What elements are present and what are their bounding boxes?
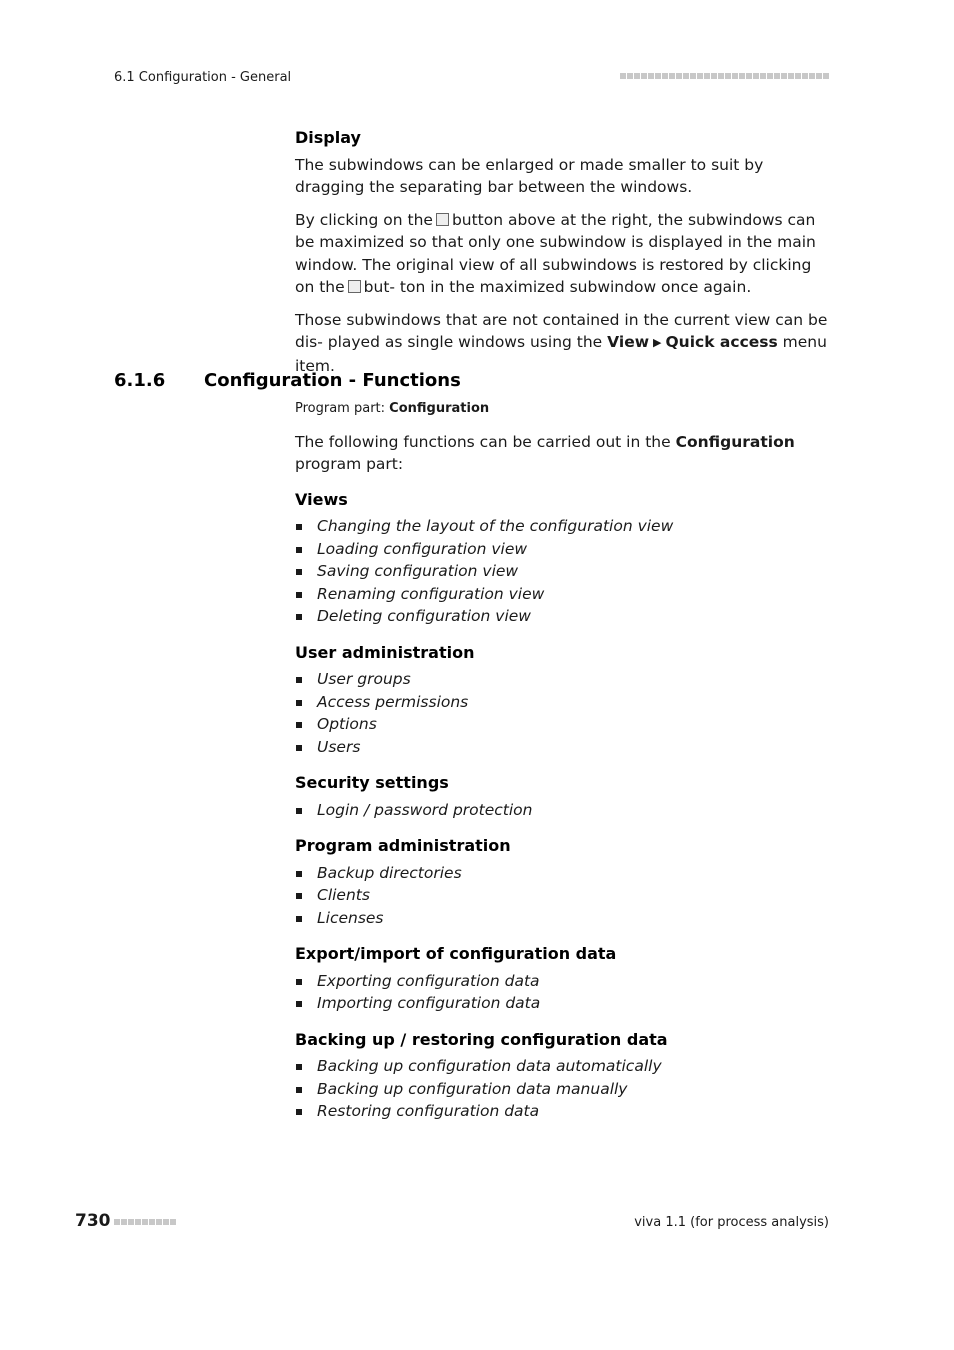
list-item xyxy=(295,583,830,606)
list-item xyxy=(295,1078,830,1101)
group-heading: Views xyxy=(295,489,348,509)
display-paragraph-3 xyxy=(295,309,830,378)
bullet-icon xyxy=(296,871,302,877)
product-name: viva 1.1 (for process analysis) xyxy=(634,1215,829,1230)
section-content xyxy=(295,398,830,1123)
list-item-text: Restoring configuration data xyxy=(317,1102,540,1120)
group-heading: Backing up / restoring configuration data xyxy=(295,1029,668,1049)
list-item-text: Login / password protection xyxy=(317,800,533,819)
list-item xyxy=(295,907,830,930)
restore-button-icon xyxy=(348,280,361,293)
list-item xyxy=(295,970,830,993)
list-item xyxy=(295,884,830,907)
intro-part-b: program part: xyxy=(295,455,404,473)
list-item-text: Saving configuration view xyxy=(317,562,519,580)
list-item xyxy=(295,1100,830,1123)
list-item-text: Changing the layout of the configuration view xyxy=(317,517,674,535)
bullet-list xyxy=(295,1055,830,1123)
bullet-icon xyxy=(296,524,302,530)
list-item xyxy=(295,668,830,691)
program-part-label: Program part: xyxy=(295,401,386,416)
list-item-text: Clients xyxy=(317,886,370,904)
list-item xyxy=(295,605,830,628)
bullet-icon xyxy=(296,1087,302,1093)
display-p3-part-b: menu item. xyxy=(295,333,827,375)
bullet-icon xyxy=(296,614,302,620)
bullet-list xyxy=(295,862,830,930)
bullet-icon xyxy=(296,569,302,575)
list-item-text: Loading configuration view xyxy=(317,539,528,558)
list-item-text: Backing up configuration data manually xyxy=(317,1079,628,1098)
group-heading: User administration xyxy=(295,642,475,662)
intro-bold: Configuration xyxy=(675,432,795,451)
menu-quick-access-label: Quick access xyxy=(665,333,778,351)
page-number: 730 xyxy=(75,1211,111,1231)
list-item-text: Renaming configuration view xyxy=(317,584,545,603)
list-item xyxy=(295,713,830,736)
bullet-list xyxy=(295,799,830,822)
menu-view-label: View xyxy=(607,333,650,351)
bullet-icon xyxy=(296,1109,302,1115)
display-heading: Display xyxy=(295,128,361,147)
bullet-icon xyxy=(296,979,302,985)
bullet-icon xyxy=(296,1001,302,1007)
bullet-list xyxy=(295,970,830,1015)
list-item xyxy=(295,992,830,1015)
maximize-button-icon xyxy=(436,213,449,226)
display-p3-part-a: Those subwindows that are not contained in the current view can be dis- played as single windows using the xyxy=(295,310,828,351)
section-title: Configuration - Functions xyxy=(204,370,461,391)
bullet-icon xyxy=(296,700,302,706)
bullet-icon xyxy=(296,745,302,751)
display-p2-part-c: but- ton in the maximized subwindow once again. xyxy=(363,278,752,296)
program-part-line xyxy=(295,398,830,421)
list-item xyxy=(295,1055,830,1078)
list-item-text: Users xyxy=(317,737,361,756)
running-header: 6.1 Configuration - General xyxy=(114,70,292,85)
group-heading: Export/import of configuration data xyxy=(295,944,617,963)
list-item-text: Licenses xyxy=(317,908,384,927)
intro-paragraph xyxy=(295,431,830,476)
bullet-icon xyxy=(296,547,302,553)
display-block xyxy=(295,127,830,377)
list-item xyxy=(295,862,830,885)
list-item xyxy=(295,538,830,561)
bullet-icon xyxy=(296,916,302,922)
list-item-text: Deleting configuration view xyxy=(317,607,531,625)
bullet-icon xyxy=(296,722,302,728)
bullet-icon xyxy=(296,592,302,598)
bullet-icon xyxy=(296,677,302,683)
group-heading: Security settings xyxy=(295,773,449,792)
bullet-icon xyxy=(296,1064,302,1070)
list-item-text: Options xyxy=(317,715,377,733)
list-item-text: Importing configuration data xyxy=(317,994,541,1012)
list-item-text: Backing up configuration data automatically xyxy=(317,1057,662,1075)
list-item-text: Backup directories xyxy=(317,863,462,882)
list-item-text: User groups xyxy=(317,670,411,688)
list-item xyxy=(295,736,830,759)
group-heading: Program administration xyxy=(295,836,511,855)
display-p2-part-b: button above at the right, the subwindows can be maximized so that only one subwindow is displayed in the main window. The original view of all subwindows is restored by clicking on the xyxy=(295,210,816,296)
list-item-text: Access permissions xyxy=(317,692,469,711)
function-groups xyxy=(295,489,830,1123)
footer-dots-decoration xyxy=(114,1219,176,1225)
bullet-list xyxy=(295,668,830,758)
section-number: 6.1.6 xyxy=(114,370,166,391)
list-item xyxy=(295,799,830,822)
bullet-icon xyxy=(296,893,302,899)
menu-arrow-icon: ▶ xyxy=(653,336,662,349)
display-paragraph-1: The subwindows can be enlarged or made smaller to suit by dragging the separating bar between the windows. xyxy=(295,155,764,196)
list-item xyxy=(295,691,830,714)
list-item xyxy=(295,515,830,538)
display-paragraph-2 xyxy=(295,209,830,299)
display-p2-part-a: By clicking on the xyxy=(295,210,433,229)
list-item-text: Exporting configuration data xyxy=(317,971,540,990)
list-item xyxy=(295,560,830,583)
section-heading xyxy=(114,370,461,391)
bullet-icon xyxy=(296,808,302,814)
bullet-list xyxy=(295,515,830,628)
intro-part-a: The following functions can be carried out in the xyxy=(295,432,671,451)
program-part-value: Configuration xyxy=(389,401,490,416)
header-dots-decoration xyxy=(620,73,829,79)
